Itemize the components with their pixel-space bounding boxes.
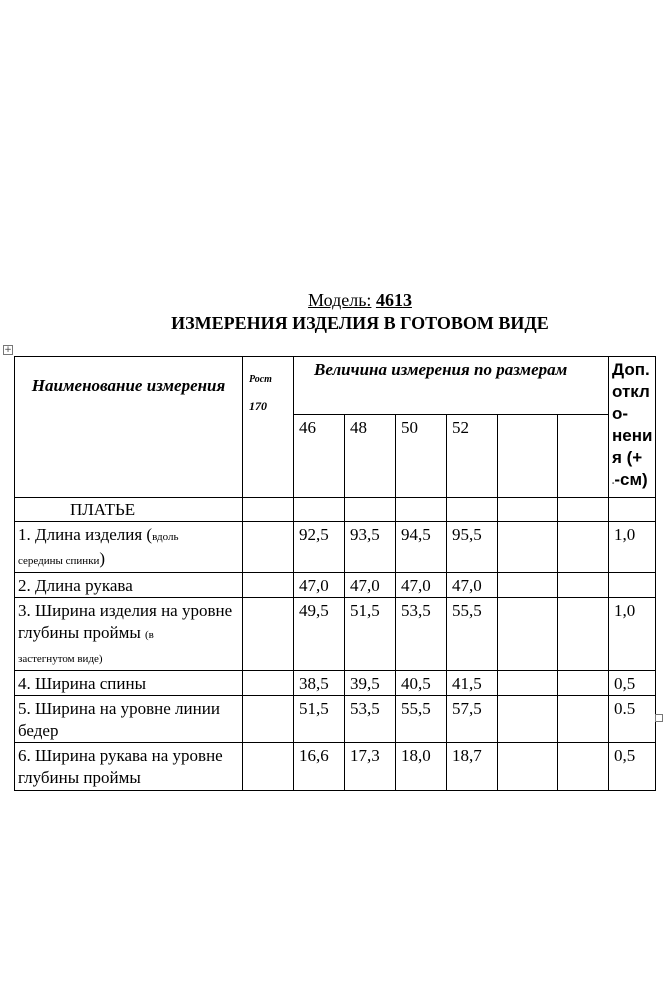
cell-value: 39,5 [345, 671, 396, 696]
cell-value: 18,0 [396, 743, 447, 791]
table-row [15, 671, 656, 696]
row-name: 2. Длина рукава [15, 573, 243, 598]
size-52: 52 [447, 414, 498, 497]
dop-line-5: я (+ [612, 448, 643, 467]
model-line [0, 290, 667, 311]
cell-dop: 0.5 [609, 696, 656, 743]
row-name: 5. Ширина на уровне линии бедер [15, 696, 243, 743]
cell-value: 16,6 [294, 743, 345, 791]
cell-value: 55,5 [447, 598, 498, 671]
measurement-table [14, 356, 656, 791]
cell-value: 94,5 [396, 522, 447, 573]
dop-line-6: -см) [614, 470, 648, 489]
cell-value: 51,5 [345, 598, 396, 671]
table-row [15, 573, 656, 598]
model-label: Модель: [308, 290, 372, 310]
rost-value: 170 [249, 399, 267, 413]
dop-line-4: нени [612, 426, 653, 445]
col-header-dop [609, 357, 656, 498]
rost-label: Рост [249, 374, 272, 385]
cell-value: 53,5 [396, 598, 447, 671]
cell-dop: 0,5 [609, 671, 656, 696]
dop-line-3: о- [612, 404, 629, 423]
cell-dop: 1,0 [609, 598, 656, 671]
cell-value: 47,0 [345, 573, 396, 598]
document-title: ИЗМЕРЕНИЯ ИЗДЕЛИЯ В ГОТОВОМ ВИДЕ [171, 313, 549, 333]
cell-dop: 1,0 [609, 522, 656, 573]
cell-value: 47,0 [294, 573, 345, 598]
row-name: 1. Длина изделия (вдоль середины спинки) [15, 522, 243, 573]
size-48: 48 [345, 414, 396, 497]
dop-line-1: Доп. [612, 360, 650, 379]
table-row [15, 743, 656, 791]
table-row [15, 598, 656, 671]
cell-value: 40,5 [396, 671, 447, 696]
cell-value: 38,5 [294, 671, 345, 696]
size-46: 46 [294, 414, 345, 497]
row-name: 4. Ширина спины [15, 671, 243, 696]
cell-value: 55,5 [396, 696, 447, 743]
cell-value: 51,5 [294, 696, 345, 743]
dop-line-2: откл [612, 382, 650, 401]
cell-value: 57,5 [447, 696, 498, 743]
table-row [15, 696, 656, 743]
cell-value: 47,0 [447, 573, 498, 598]
cell-value: 92,5 [294, 522, 345, 573]
dop-line-sub: - [612, 480, 615, 487]
cell-value: 49,5 [294, 598, 345, 671]
cell-value: 53,5 [345, 696, 396, 743]
table-move-handle-icon[interactable]: + [4, 345, 12, 355]
row-name: 6. Ширина рукава на уровне глубины проймы [15, 743, 243, 791]
size-empty-2 [558, 414, 609, 497]
cell-value: 93,5 [345, 522, 396, 573]
col-header-rost [243, 357, 294, 498]
section-title: ПЛАТЬЕ [15, 498, 243, 522]
table-resize-handle-icon[interactable] [655, 714, 663, 722]
table-row [15, 522, 656, 573]
size-50: 50 [396, 414, 447, 497]
size-empty-1 [498, 414, 558, 497]
cell-value: 17,3 [345, 743, 396, 791]
cell-value: 18,7 [447, 743, 498, 791]
cell-dop: 0,5 [609, 743, 656, 791]
cell-dop [609, 573, 656, 598]
cell-value: 47,0 [396, 573, 447, 598]
col-header-name: Наименование измерения [15, 357, 243, 498]
row-name: 3. Ширина изделия на уровне глубины проймы (в застегнутом виде) [15, 598, 243, 671]
model-number: 4613 [375, 290, 412, 310]
col-header-sizes: Величина измерения по размерам [294, 357, 609, 415]
cell-value: 95,5 [447, 522, 498, 573]
cell-value: 41,5 [447, 671, 498, 696]
